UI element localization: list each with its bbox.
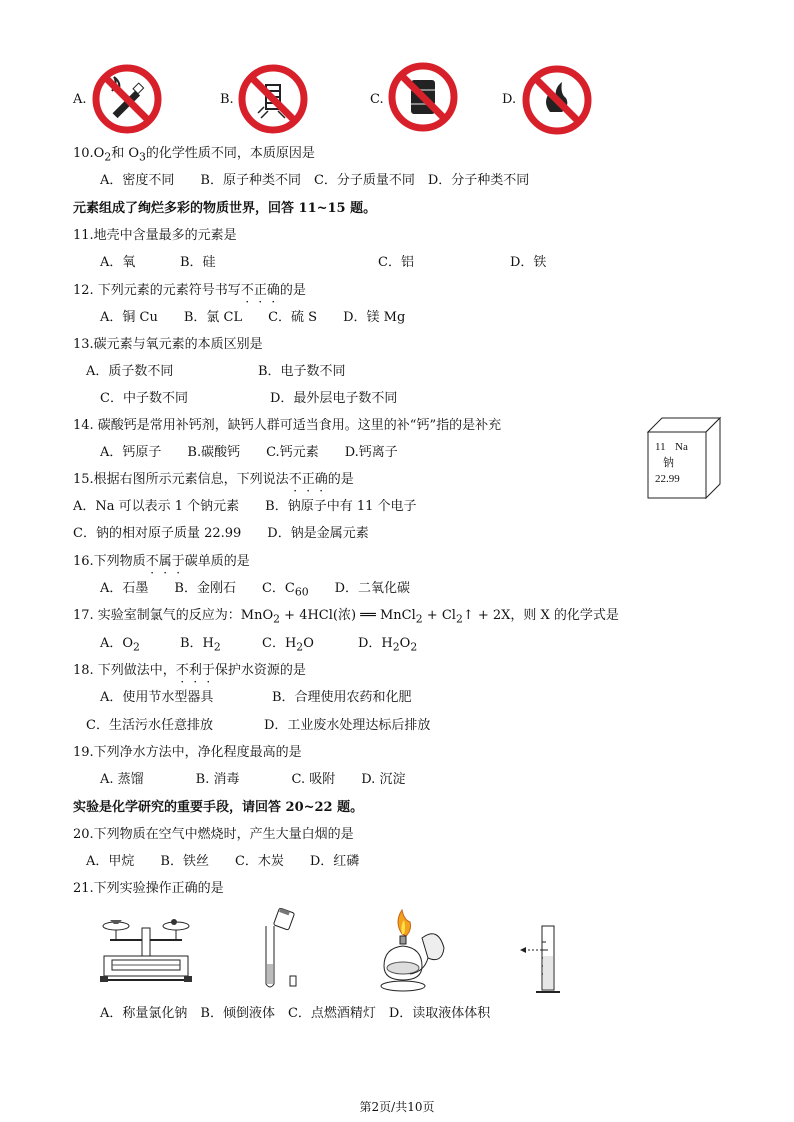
q11-option-b: B．硅 <box>180 255 216 270</box>
q17-option-d: D．$H_2O_2$ <box>358 636 418 654</box>
q10-options: A．密度不同 B．原子种类不同 C．分子质量不同 D．分子种类不同 <box>100 173 530 188</box>
q11-option-c: C．铝 <box>378 255 414 270</box>
q14-stem: 14. 碳酸钙是常用补钙剂，缺钙人群可适当食用。这里的补“钙”指的是补充 <box>73 418 502 433</box>
section-heading-11-15: 元素组成了绚烂多彩的物质世界，回答 11~15 题。 <box>73 201 377 216</box>
q19-options: A. 蒸馏 B. 消毒 C. 吸附 D. 沉淀 <box>100 772 406 787</box>
q13-option-b: B．电子数不同 <box>258 364 346 379</box>
lighting-alcohol-lamp-icon <box>372 908 452 994</box>
q9-option-d-label: D. <box>502 92 517 107</box>
q13-option-a: A．质子数不同 <box>86 364 174 379</box>
q13-option-c: C．中子数不同 <box>100 391 188 406</box>
q18-option-c: C．生活污水任意排放 <box>86 718 213 733</box>
sodium-element-card <box>646 416 722 500</box>
no-fuel-barrel-sign-icon <box>386 60 460 134</box>
q11-option-a: A．氧 <box>100 255 136 270</box>
pouring-liquid-icon <box>258 908 300 992</box>
no-open-flame-sign-icon <box>520 64 594 136</box>
q13-option-d: D．最外层电子数不同 <box>270 391 398 406</box>
balance-scale-icon <box>100 912 192 990</box>
q17-stem: 17. 实验室制氯气的反应为：MnO$_2$ + 4HCl(浓) ══ MnCl$_2$ + $Cl_2↑ + 2X$，则 X 的化学式是 <box>73 608 619 626</box>
page-number-footer: 第2页/共10页 <box>359 1100 435 1114</box>
q11-stem: 11.地壳中含量最多的元素是 <box>73 228 237 243</box>
q12-stem: 12. 下列元素的元素符号书写不正确的是 <box>73 283 306 298</box>
element-name: 钠 <box>663 456 674 469</box>
no-fireworks-sign-icon <box>236 63 310 135</box>
q15-options-ab: A．Na 可以表示 1 个钠元素 B．钠原子中有 11 个电子 <box>73 499 417 514</box>
q16-options: A．石墨 B．金刚石 C．$C_{60}$ D．二氧化碳 <box>100 581 411 599</box>
q18-option-d: D．工业废水处理达标后排放 <box>264 718 431 733</box>
q21-options: A．称量氯化钠 B．倾倒液体 C．点燃酒精灯 D．读取液体体积 <box>100 1006 491 1021</box>
q20-options: A．甲烷 B．铁丝 C．木炭 D．红磷 <box>86 854 360 869</box>
element-mass: 22.99 <box>655 473 680 485</box>
q15-stem: 15.根据右图所示元素信息，下列说法不正确的是 <box>73 472 354 487</box>
q18-stem: 18. 下列做法中，不利于保护水资源的是 <box>73 663 306 678</box>
q9-option-b-label: B. <box>220 92 234 107</box>
q9-option-a-label: A. <box>73 92 87 107</box>
q17-option-b: B．$H_2$ <box>180 636 221 654</box>
q14-options: A．钙原子 B.碳酸钙 C.钙元素 D.钙离子 <box>100 445 398 460</box>
no-smoking-sign-icon <box>90 63 164 135</box>
element-number: 11 <box>655 441 666 453</box>
q9-option-c-label: C. <box>370 92 384 107</box>
q18-option-a: A．使用节水型器具 <box>100 690 214 705</box>
graduated-cylinder-reading-icon <box>516 922 562 998</box>
q10-stem: $10.O_2$和 $O_3$的化学性质不同，本质原因是 <box>73 146 315 164</box>
q17-option-a: A．$O_2$ <box>100 636 140 654</box>
q15-options-cd: C．钠的相对原子质量 22.99 D．钠是金属元素 <box>73 526 369 541</box>
q11-option-d: D．铁 <box>510 255 547 270</box>
q20-stem: 20.下列物质在空气中燃烧时，产生大量白烟的是 <box>73 827 354 842</box>
element-symbol: Na <box>675 441 688 453</box>
q18-option-b: B．合理使用农药和化肥 <box>272 690 412 705</box>
q21-stem: 21.下列实验操作正确的是 <box>73 881 224 896</box>
q13-stem: 13.碳元素与氧元素的本质区别是 <box>73 337 263 352</box>
q16-stem: 16.下列物质不属于碳单质的是 <box>73 554 250 569</box>
q19-stem: 19.下列净水方法中，净化程度最高的是 <box>73 745 302 760</box>
section-heading-20-22: 实验是化学研究的重要手段，请回答 20~22 题。 <box>73 800 364 815</box>
q17-option-c: C．$H_2O$ <box>262 636 314 654</box>
q12-options: A．铜 Cu B．氯 CL C．硫 S D．镁 Mg <box>100 310 406 325</box>
